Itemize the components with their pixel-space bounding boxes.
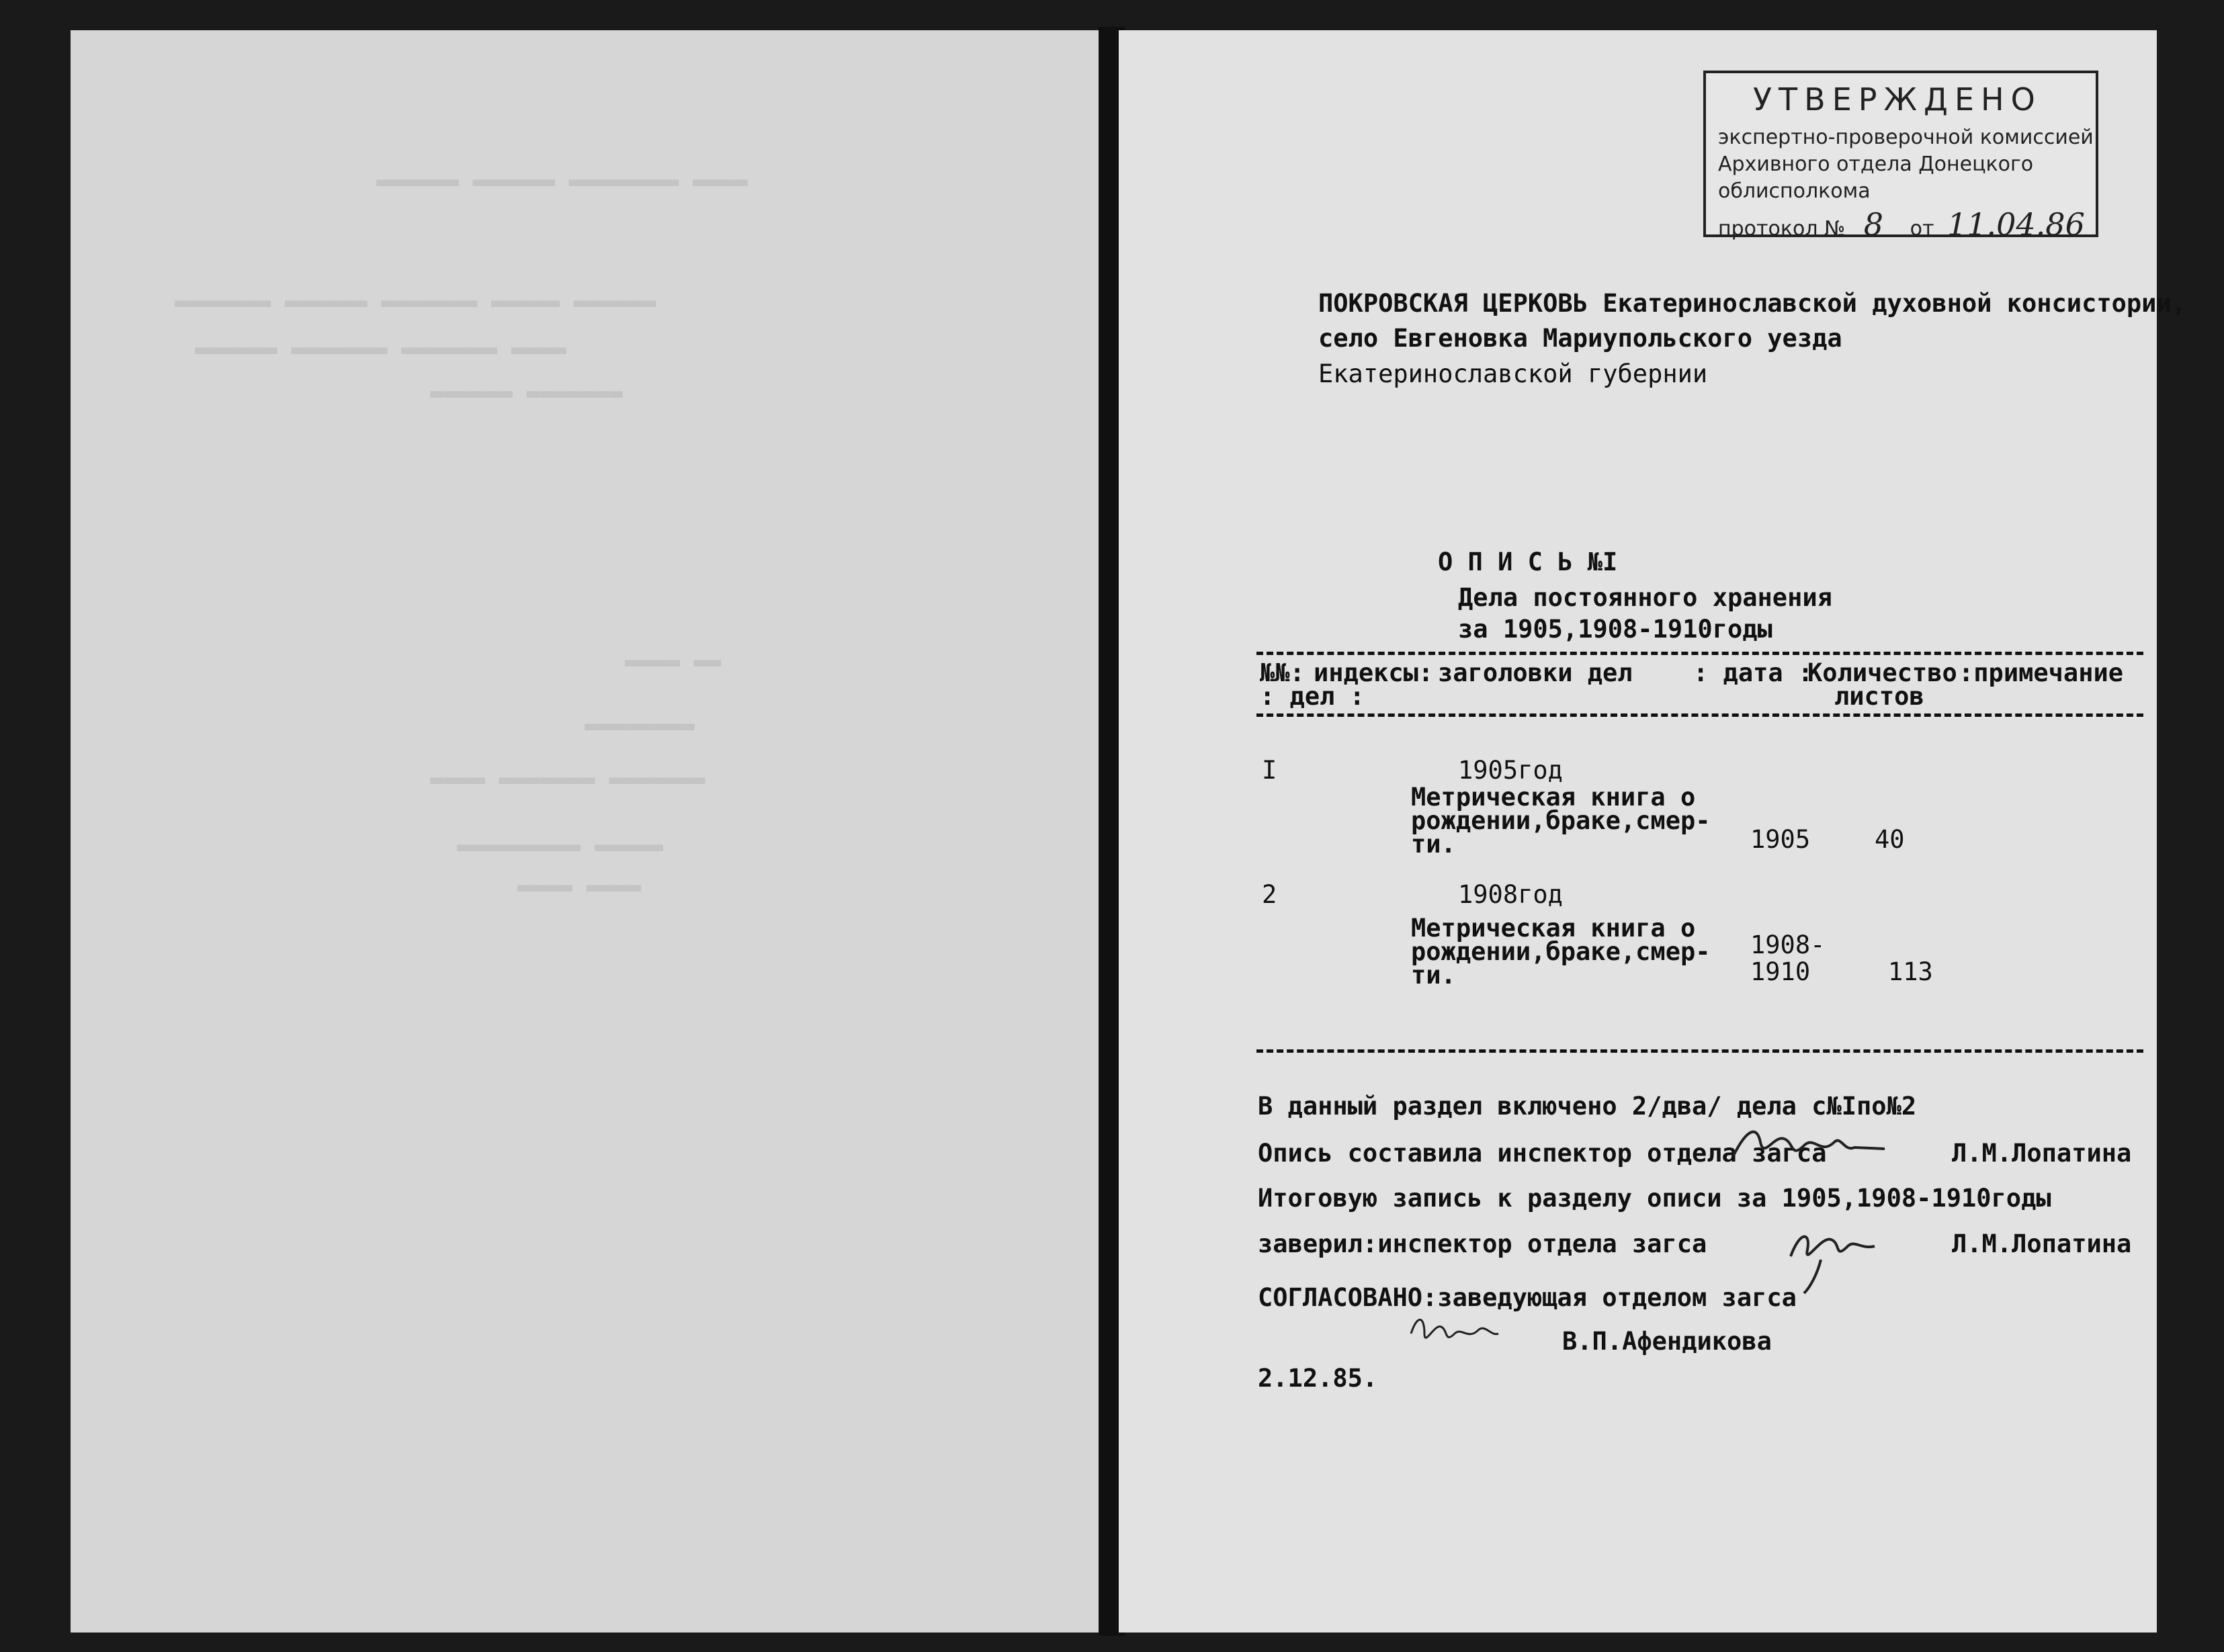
stamp-title: УТВЕРЖДЕНО [1753,81,2042,118]
row-num: I [1262,756,1277,785]
stamp-line-1: экспертно-проверочной комиссией [1718,126,2094,149]
header-line-3: Екатеринославской губернии [1318,359,1708,388]
footer-agreed-name: В.П.Афендикова [1562,1327,1772,1356]
footer-compiled: Опись составила инспектор отдела загса [1258,1139,1827,1168]
col-header-index: индексы: [1314,658,1434,687]
inventory-subtitle: Дела постоянного хранения [1458,583,1832,612]
row-year: 1905год [1458,756,1563,785]
table-rule-bottom [1256,1049,2143,1053]
row-title-line-2: рождении,браке,смер- [1411,937,1711,966]
signature-compiler [1727,1122,1888,1169]
row-title-line-1: Метрическая книга о [1411,783,1696,812]
stamp-protocol-number: 8 [1863,206,1884,243]
row-title-line-1: Метрическая книга о [1411,914,1696,943]
signature-head [1404,1307,1505,1354]
row-sheets: 40 [1875,825,1905,854]
footer-date: 2.12.85. [1258,1364,1378,1393]
approval-stamp [1703,71,2098,243]
row-date-line-2: 1910 [1750,957,1811,986]
row-num: 2 [1262,880,1277,909]
footer-compiled-name: Л.М.Лопатина [1952,1139,2132,1168]
footer-included: В данный раздел включено 2/два/ дела с№Iпо№2 [1258,1092,1917,1121]
row-date: 1905 [1750,825,1811,854]
footer-certified: заверил:инспектор отдела загса [1258,1229,1707,1258]
left-page [71,30,1102,1633]
stamp-line-2: Архивного отдела Донецкого [1718,153,2034,176]
stamp-date-value: 11.04.86 [1947,206,2085,243]
row-date-line-1: 1908- [1750,930,1826,959]
col-header-num: №№: [1260,658,1305,687]
header-line-2: село Евгеновка Мариупольского уезда [1318,324,1842,353]
table-rule-header [1256,713,2143,717]
stamp-protocol-label: протокол № [1718,217,1846,241]
footer-agreed: СОГЛАСОВАНО:заведующая отделом загса [1258,1283,1797,1312]
stamp-date-label: от [1910,217,1934,241]
row-year: 1908год [1458,880,1563,909]
row-title-line-3: ти. [1411,830,1456,859]
col-header-count: Количество [1807,658,1957,687]
inventory-title: О П И С Ь №I [1438,548,1618,576]
footer-certified-name: Л.М.Лопатина [1952,1229,2132,1258]
header-line-1: ПОКРОВСКАЯ ЦЕРКОВЬ Екатеринославской духовной консистории, [1318,289,2187,318]
col-header-count-2: листов [1834,682,1924,711]
stamp-line-3: облисполкома [1718,179,1871,203]
row-title-line-3: ти. [1411,961,1456,990]
row-sheets: 113 [1888,957,1933,986]
footer-summary: Итоговую запись к разделу описи за 1905,1908-1910годы [1258,1184,2051,1213]
col-header-index-2: : дел : [1260,682,1365,711]
col-header-note: :примечание [1959,658,2124,687]
row-title-line-2: рождении,браке,смер- [1411,806,1711,835]
table-rule-top [1256,652,2143,655]
col-header-titles: заголовки дел [1438,658,1633,687]
inventory-period: за 1905,1908-1910годы [1458,615,1772,644]
col-header-date: : дата : [1693,658,1813,687]
